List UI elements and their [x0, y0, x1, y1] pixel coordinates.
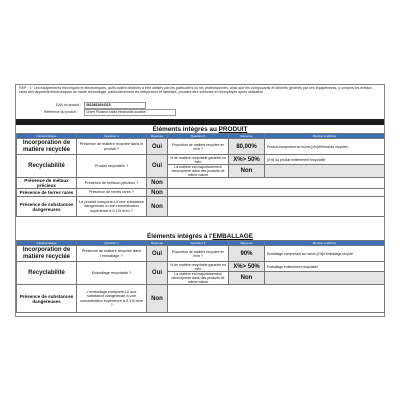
table-row: Recyclabilité Produit recyclable ? Oui % de matière recyclable garantie en m/m X%> 50% [X%] du produit entièrement recyclable — [17, 155, 385, 165]
packaging-table — [16, 240, 385, 313]
reference-label: Référence du produit : — [44, 110, 78, 114]
table-row: La matière est majoritairement réincorporée dans des produits de même nature Non — [17, 272, 385, 285]
ean-value: 3610883694318 — [86, 103, 111, 107]
packaging-section-title: Éléments intégrés à l'EMBALLAGE — [147, 233, 253, 240]
table-row: Incorporation de matière recyclée Présence de matière recyclée dans l'emballage ? Oui Proportion de matière recyclée en m/m ? 90% Emballage comportant au moins [x%]d'emballage recyclé — [17, 246, 385, 262]
black-separator — [16, 119, 384, 125]
table-row: Présence de substances dangereuses L'emballage comporte-t-il une substance dangereuse à une concentration supérieure à 0,1% m/m ? Non — [17, 285, 385, 313]
table-row: Présence de substances dangereuses Le produit comporte-t-il une substance dangereuse à une concentration supérieure à 0,1% m/m ? Non — [17, 197, 385, 217]
table-header-row: Caractéristique Question 1 Réponse Question 2 Réponse Mention à afficher — [17, 134, 385, 139]
table-row: La matière est majoritairement réincorporée dans des produits de même nature Non — [17, 165, 385, 178]
table-row: Recyclabilité Emballage recyclable ? Oui % de matière recyclable garantie en m/m X%> 50% Emballage entièrement recyclable — [17, 262, 385, 272]
product-info-sheet — [15, 84, 385, 317]
table-row: Incorporation de matière recyclée Présence de matière recyclée dans le produit ? Oui Proportion de matière recyclée en m/m ? 80,00% Produit comportant au moins [x%]d'éléments recyclés — [17, 139, 385, 155]
ean-label: EAN du produit : — [56, 103, 81, 107]
table-row: Présence de métaux précieux Présence de métaux précieux ? Non — [17, 178, 385, 189]
product-table — [16, 133, 385, 217]
table-row: Présence de terres rares Présence de terres rares ? Non — [17, 189, 385, 197]
product-section-title: Éléments intégrés au PRODUIT — [152, 126, 248, 133]
table-header-row: Caractéristique Question 1 Réponse Question 2 Réponse Mention à afficher — [17, 241, 385, 246]
reference-value: Chien Plusieur câble électrosite durable — [86, 110, 146, 114]
intro-text: REP : 1° Les équipements électriques et électroniques, qu'ils soient destinés à être utilisés par les particuliers ou les professionnels, ainsi que les composants et déchets générés par ces équipements, y compris les métaux rares des appareils électroniques de haute technologie, particulièrement les téléphones et tablettes, pouvant être collectés et réemployés après utilisation — [19, 86, 373, 95]
